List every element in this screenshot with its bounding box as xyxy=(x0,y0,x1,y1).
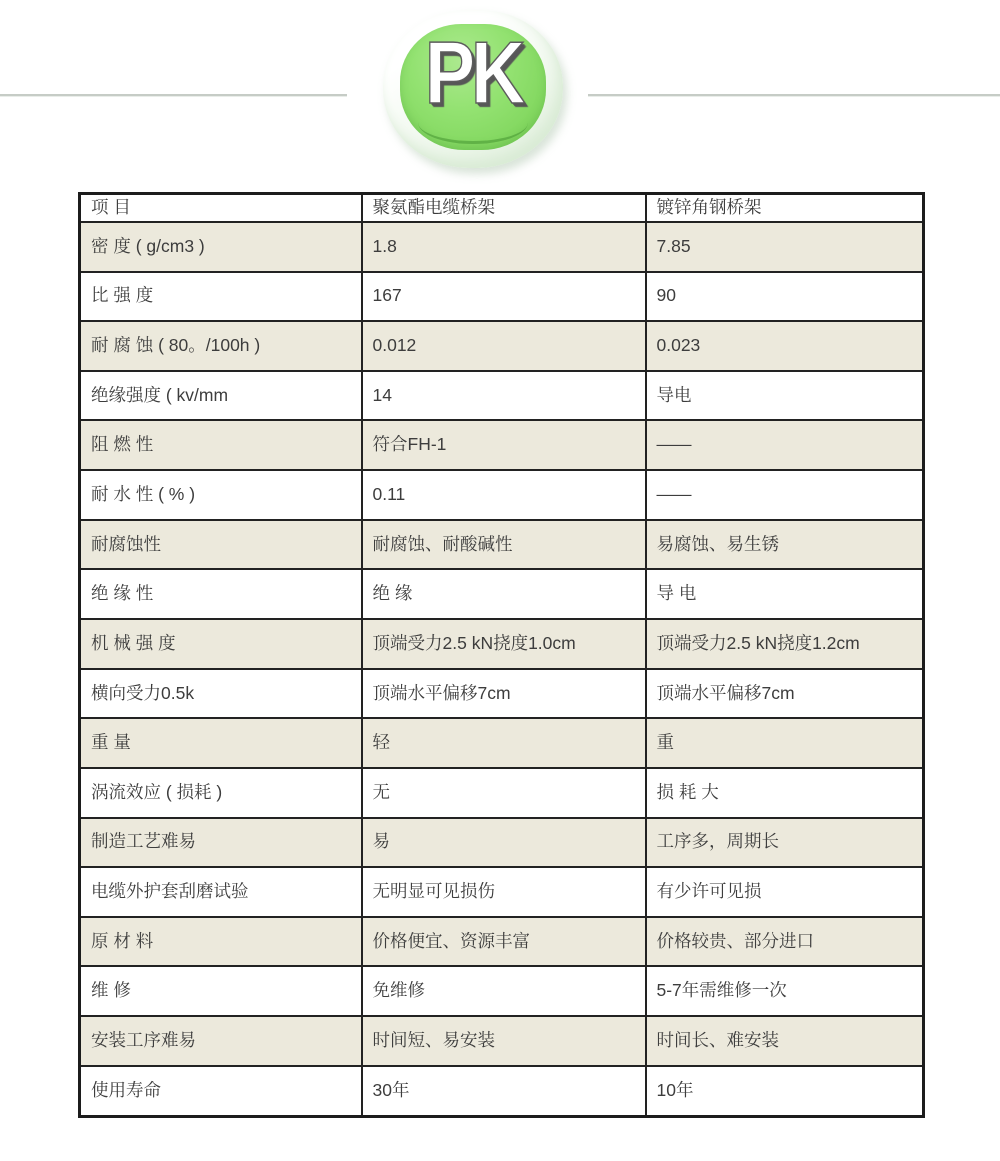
row-label: 耐腐蚀性 xyxy=(80,520,362,570)
table-row xyxy=(80,966,924,1016)
cell-galvanized-value: 10年 xyxy=(646,1066,924,1117)
cell-polyurethane-value: 无 xyxy=(362,768,646,818)
row-label: 耐 水 性 ( % ) xyxy=(80,470,362,520)
cell-galvanized-value: 时间长、难安装 xyxy=(646,1016,924,1066)
row-label: 维 修 xyxy=(80,966,362,1016)
table-row xyxy=(80,768,924,818)
row-label: 原 材 料 xyxy=(80,917,362,967)
cell-galvanized-value: 7.85 xyxy=(646,222,924,272)
cell-galvanized-value: 有少许可见损 xyxy=(646,867,924,917)
cell-galvanized-value: 5-7年需维修一次 xyxy=(646,966,924,1016)
cell-galvanized-value: 重 xyxy=(646,718,924,768)
row-label: 密 度 ( g/cm3 ) xyxy=(80,222,362,272)
row-label: 电缆外护套刮磨试验 xyxy=(80,867,362,917)
cell-galvanized-value: 导 电 xyxy=(646,569,924,619)
cell-polyurethane-value: 价格便宜、资源丰富 xyxy=(362,917,646,967)
table-row xyxy=(80,520,924,570)
cell-galvanized-value: 90 xyxy=(646,272,924,322)
row-label: 绝缘强度 ( kv/mm xyxy=(80,371,362,421)
row-label: 耐 腐 蚀 ( 80。/100h ) xyxy=(80,321,362,371)
cell-galvanized-value: 导电 xyxy=(646,371,924,421)
pk-badge-outer xyxy=(383,10,563,168)
cell-polyurethane-value: 14 xyxy=(362,371,646,421)
table-row xyxy=(80,272,924,322)
header-galvanized-tray: 镀锌角钢桥架 xyxy=(646,194,924,222)
table-row xyxy=(80,1016,924,1066)
cell-galvanized-value: 价格较贵、部分进口 xyxy=(646,917,924,967)
cell-polyurethane-value: 易 xyxy=(362,818,646,868)
row-label: 使用寿命 xyxy=(80,1066,362,1117)
cell-polyurethane-value: 符合FH-1 xyxy=(362,420,646,470)
cell-galvanized-value: 顶端受力2.5 kN挠度1.2cm xyxy=(646,619,924,669)
cell-galvanized-value: 易腐蚀、易生锈 xyxy=(646,520,924,570)
cell-polyurethane-value: 轻 xyxy=(362,718,646,768)
header-row xyxy=(80,194,924,222)
cell-galvanized-value: 工序多，周期长 xyxy=(646,818,924,868)
row-label: 涡流效应 ( 损耗 ) xyxy=(80,768,362,818)
row-label: 安装工序难易 xyxy=(80,1016,362,1066)
cell-polyurethane-value: 顶端受力2.5 kN挠度1.0cm xyxy=(362,619,646,669)
table-row xyxy=(80,569,924,619)
row-label: 绝 缘 性 xyxy=(80,569,362,619)
cell-polyurethane-value: 耐腐蚀、耐酸碱性 xyxy=(362,520,646,570)
divider-line-left xyxy=(0,94,347,97)
cell-polyurethane-value: 时间短、易安装 xyxy=(362,1016,646,1066)
row-label: 机 械 强 度 xyxy=(80,619,362,669)
row-label: 比 强 度 xyxy=(80,272,362,322)
cell-galvanized-value: —— xyxy=(646,420,924,470)
pk-badge-text: PK xyxy=(424,23,522,122)
table-row xyxy=(80,619,924,669)
table-row xyxy=(80,1066,924,1117)
cell-polyurethane-value: 30年 xyxy=(362,1066,646,1117)
cell-galvanized-value: 顶端水平偏移7cm xyxy=(646,669,924,719)
table-row xyxy=(80,321,924,371)
cell-polyurethane-value: 1.8 xyxy=(362,222,646,272)
cell-galvanized-value: —— xyxy=(646,470,924,520)
table-row xyxy=(80,669,924,719)
table-body xyxy=(80,222,924,1117)
table-row xyxy=(80,470,924,520)
cell-polyurethane-value: 0.11 xyxy=(362,470,646,520)
cell-polyurethane-value: 免维修 xyxy=(362,966,646,1016)
comparison-table xyxy=(78,192,925,1118)
header-item-column: 项 目 xyxy=(80,194,362,222)
header-polyurethane-tray: 聚氨酯电缆桥架 xyxy=(362,194,646,222)
cell-polyurethane-value: 167 xyxy=(362,272,646,322)
row-label: 重 量 xyxy=(80,718,362,768)
cell-polyurethane-value: 顶端水平偏移7cm xyxy=(362,669,646,719)
table-row xyxy=(80,818,924,868)
divider-line-right xyxy=(588,94,1000,97)
row-label: 阻 燃 性 xyxy=(80,420,362,470)
cell-polyurethane-value: 绝 缘 xyxy=(362,569,646,619)
cell-polyurethane-value: 无明显可见损伤 xyxy=(362,867,646,917)
row-label: 横向受力0.5k xyxy=(80,669,362,719)
table-row xyxy=(80,917,924,967)
cell-galvanized-value: 0.023 xyxy=(646,321,924,371)
table-row xyxy=(80,718,924,768)
table-row xyxy=(80,867,924,917)
pk-icon xyxy=(383,10,569,174)
table-row xyxy=(80,371,924,421)
table-row xyxy=(80,222,924,272)
row-label: 制造工艺难易 xyxy=(80,818,362,868)
table-row xyxy=(80,420,924,470)
cell-polyurethane-value: 0.012 xyxy=(362,321,646,371)
cell-galvanized-value: 损 耗 大 xyxy=(646,768,924,818)
